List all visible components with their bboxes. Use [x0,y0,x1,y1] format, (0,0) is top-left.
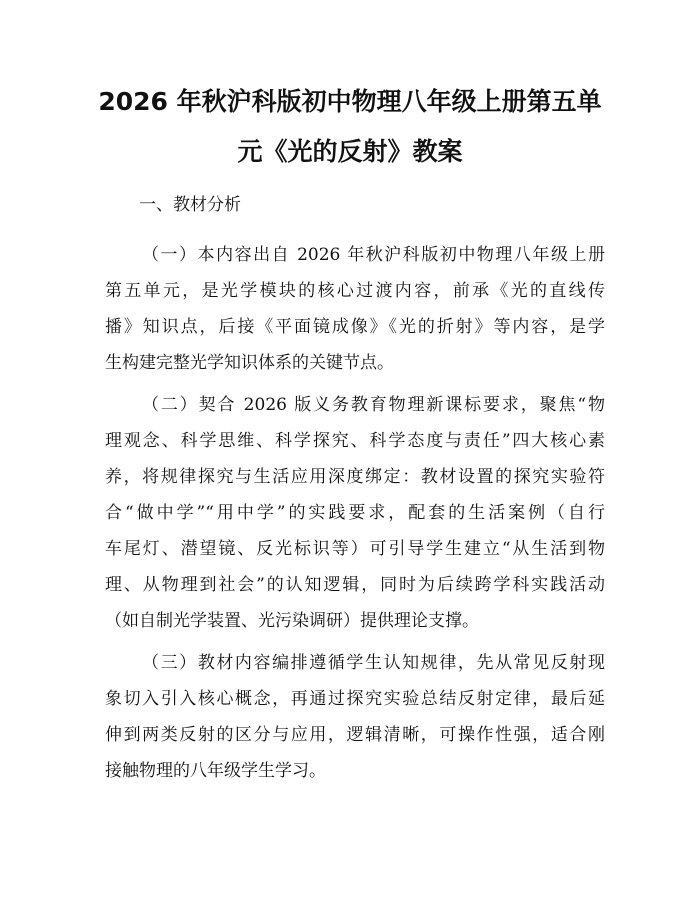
paragraph-line: 理、从物理到社会”的认知逻辑，同时为后续跨学科实践活动 [105,575,605,595]
paragraph-line: （二）契合 2026 版义务教育物理新课标要求，聚焦“物 [142,395,605,415]
paragraph-line: （三）教材内容编排遵循学生认知规律，先从常见反射现 [142,653,605,673]
document-title-line-1: 2026 年秋沪科版初中物理八年级上册第五单 [98,87,602,116]
paragraph-line: 养，将规律探究与生活应用深度绑定：教材设置的探究实验符 [105,467,605,487]
paragraph-line: 播》知识点，后接《平面镜成像》《光的折射》等内容，是学 [105,317,605,337]
paragraph-line: 车尾灯、潜望镜、反光标识等）可引导学生建立“从生活到物 [105,539,605,559]
paragraph-line: （如自制光学装置、光污染调研）提供理论支撑。 [105,611,479,631]
paragraph-line: 接触物理的八年级学生学习。 [105,761,326,781]
paragraph-line: 伸到两类反射的区分与应用，逻辑清晰，可操作性强，适合刚 [105,725,605,745]
paragraph-1 [105,237,605,381]
section-heading-textbook-analysis: 一、教材分析 [139,195,241,215]
paragraph-line: 第五单元，是光学模块的核心过渡内容，前承《光的直线传 [105,281,605,301]
document-title-line-2: 元《光的反射》教案 [237,137,463,166]
paragraph-line: 象切入引入核心概念，再通过探究实验总结反射定律，最后延 [105,689,605,709]
paragraph-2 [105,387,605,639]
paragraph-line: 理观念、科学思维、科学探究、科学态度与责任”四大核心素 [105,431,605,451]
paragraph-3 [105,645,605,789]
paragraph-line: （一）本内容出自 2026 年秋沪科版初中物理八年级上册 [142,245,605,265]
paragraph-line: 生构建完整光学知识体系的关键节点。 [105,353,394,373]
paragraph-line: 合“做中学”“用中学”的实践要求，配套的生活案例（自行 [105,503,605,523]
